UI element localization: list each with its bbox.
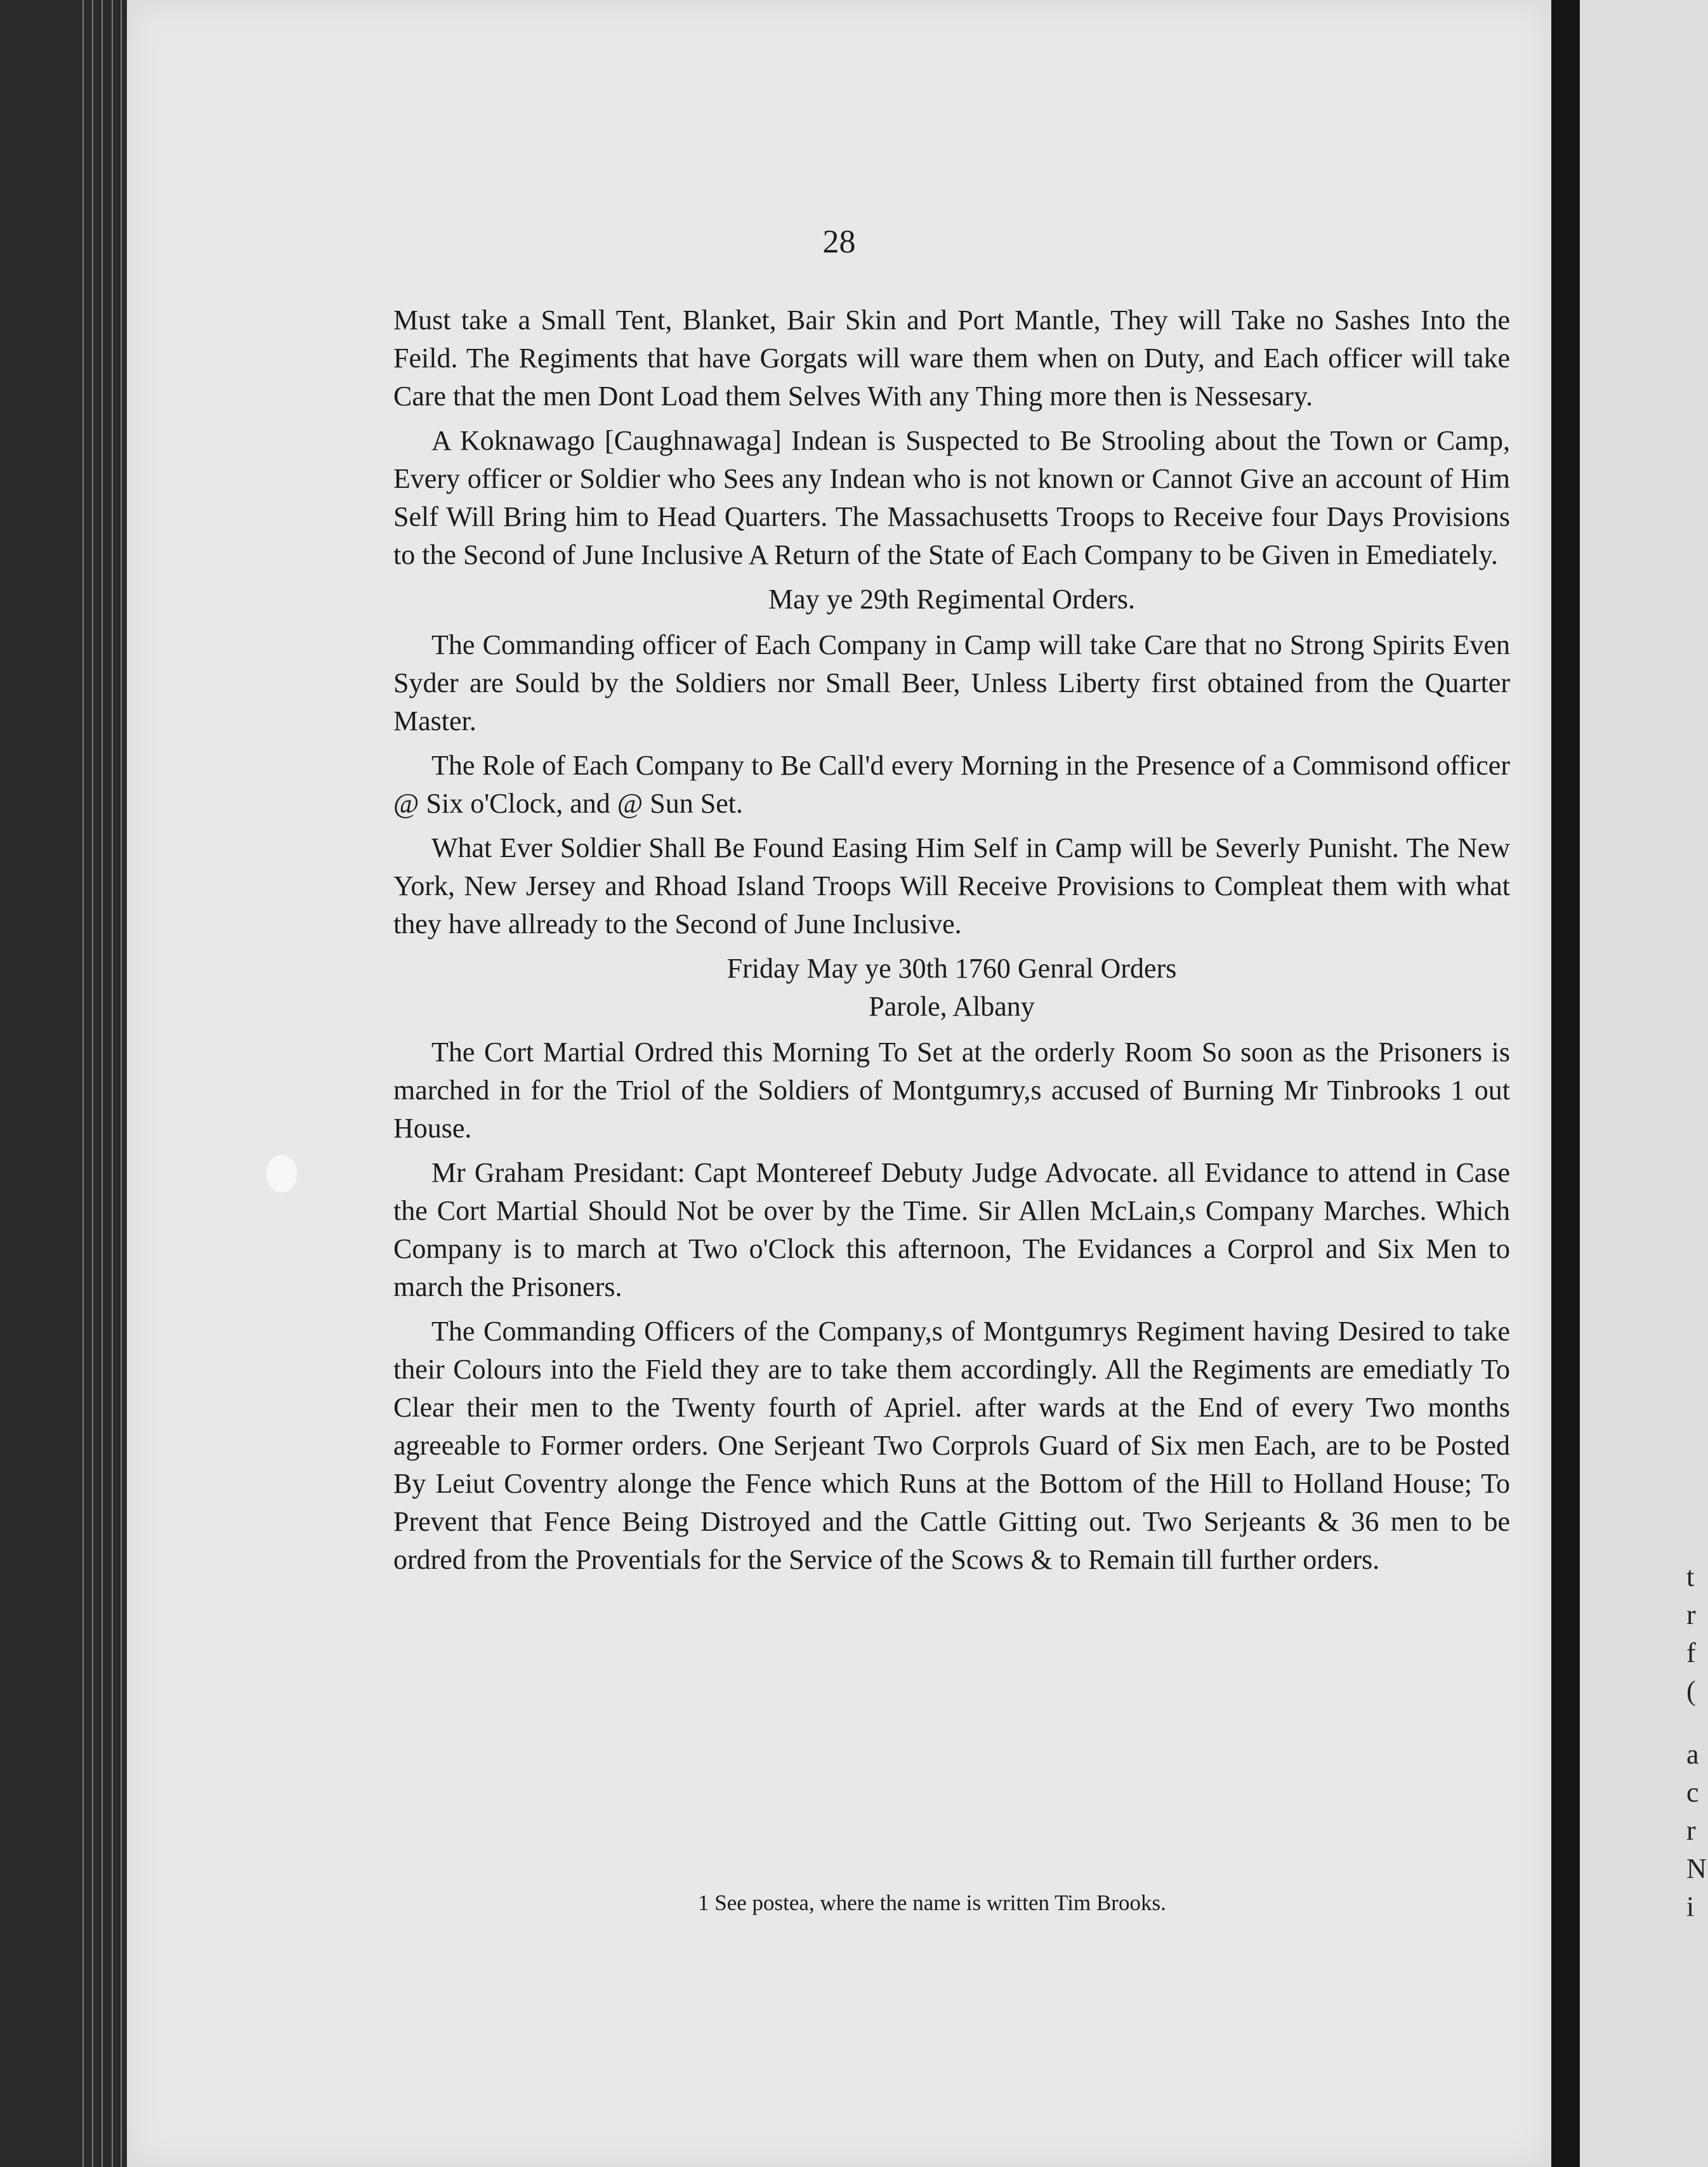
paragraph: The Commanding officer of Each Company in Camp will take Care that no Strong Spirits Even Syder are Sould by the Soldiers nor Small Beer, Unless Liberty first obtained from the Quarter Master.: [393, 629, 1510, 737]
footnote: 1 See postea, where the name is written Tim Brooks.: [698, 1890, 1166, 1915]
paragraph: What Ever Soldier Shall Be Found Easing Him Self in Camp will be Severly Punisht. The New York, New Jersey and Rhoad Island Troops Will Receive Provisions to Compleat them with what they have allready to the Second of June Inclusive.: [393, 832, 1510, 939]
paragraph: A Koknawago [Caughnawaga] Indean is Suspected to Be Strooling about the Town or Camp, Every officer or Soldier who Sees any Indean who is not known or Cannot Give an account of Him Self Will Bring him to Head Quarters. The Massachusetts Troops to Receive four Days Provisions to the Second of June Inclusive A Return of the State of Each Company to be Given in Emediately.: [393, 425, 1510, 570]
paragraph: The Commanding Officers of the Company,s of Montgumrys Regiment having Desired to take their Colours into the Field they are to take them accordingly. All the Regiments are emediatly To Clear their men to the Twenty fourth of Apriel. after wards at the End of every Two months agreeable to Former orders. One Serjeant Two Corprols Guard of Six men Each, are to be Posted By Leiut Coventry alonge the Fence which Runs at the Bottom of the Hill to Holland House; To Prevent that Fence Being Distroyed and the Cattle Gitting out. Two Serjeants & 36 men to be ordred from the Proventials for the Service of the Scows & to Remain till further orders.: [393, 1316, 1510, 1575]
facing-page-letter: t: [1686, 1561, 1695, 1592]
page-edge: [112, 0, 113, 2167]
facing-page-letter: i: [1686, 1891, 1695, 1922]
facing-page-letter: r: [1686, 1815, 1696, 1846]
facing-page-letter: c: [1686, 1777, 1699, 1808]
scan-speck: [266, 1155, 297, 1193]
book-gutter: [1551, 0, 1580, 2167]
page-edge: [121, 0, 122, 2167]
page-edge: [82, 0, 84, 2167]
paragraph: The Role of Each Company to Be Call'd every Morning in the Presence of a Commisond officer @ Six o'Clock, and @ Sun Set.: [393, 750, 1510, 819]
paragraph: Mr Graham Presidant: Capt Montereef Debuty Judge Advocate. all Evidance to attend in Case the Cort Martial Should Not be over by the Time. Sir Allen McLain,s Company Marches. Which Company is to march at Two o'Clock this afternoon, The Evidances a Corprol and Six Men to march the Prisoners.: [393, 1157, 1510, 1302]
parole-line: Parole, Albany: [869, 991, 1035, 1022]
page-body: [393, 301, 1510, 1585]
paragraph: The Cort Martial Ordred this Morning To Set at the orderly Room So soon as the Prisoners is marched in for the Triol of the Soldiers of Montgumry,s accused of Burning Mr Tinbrooks 1 out House.: [393, 1037, 1510, 1144]
book-page: [127, 0, 1551, 2167]
section-heading: Friday May ye 30th 1760 Genral Orders: [726, 953, 1177, 984]
page-edge: [102, 0, 103, 2167]
facing-page-letter: N: [1686, 1853, 1707, 1884]
page-number: 28: [822, 224, 856, 260]
facing-page-letter: (: [1686, 1675, 1696, 1706]
paragraph: Must take a Small Tent, Blanket, Bair Skin and Port Mantle, They will Take no Sashes Into the Feild. The Regiments that have Gorgats will ware them when on Duty, and Each officer will take Care that the men Dont Load them Selves With any Thing more then is Nessesary.: [393, 304, 1510, 412]
section-heading: May ye 29th Regimental Orders.: [768, 584, 1135, 615]
page-edge: [92, 0, 93, 2167]
facing-page-letter: r: [1686, 1599, 1696, 1630]
facing-page-letter: a: [1686, 1739, 1699, 1770]
facing-page-letter: f: [1686, 1637, 1696, 1668]
